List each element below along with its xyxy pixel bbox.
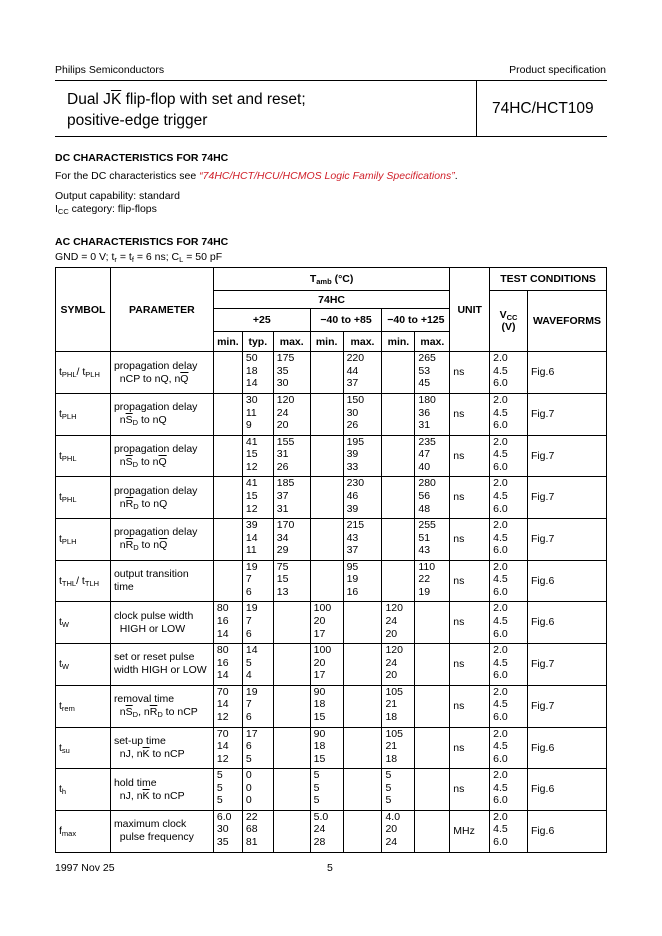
min-header: min. — [382, 332, 415, 352]
value-cell — [213, 519, 242, 561]
symbol-cell: $f_{max}$ — [56, 810, 111, 852]
parameter-header: PARAMETER — [110, 268, 213, 352]
value-cell: 110 22 19 — [415, 560, 450, 602]
value-cell: 6.0 30 35 — [213, 810, 242, 852]
value-cell: 195 39 33 — [343, 435, 382, 477]
value-cell: 120 24 20 — [273, 394, 310, 436]
value-cell: 120 24 20 — [382, 644, 415, 686]
symbol-header: SYMBOL — [56, 268, 111, 352]
value-cell: 95 19 16 — [343, 560, 382, 602]
table-row — [56, 810, 607, 852]
value-cell — [343, 644, 382, 686]
parameter-cell: set or reset pulse width HIGH or LOW — [110, 644, 213, 686]
part-number: 74HC/HCT109 — [492, 100, 594, 117]
parameter-cell: propagation delay $n\overline{S}_D$ to $n\overline{Q}$ — [110, 435, 213, 477]
value-cell: 30 11 9 — [242, 394, 273, 436]
vcc-header: $V_{CC}$ (V) — [490, 291, 528, 352]
value-cell: 41 15 12 — [242, 477, 273, 519]
symbol-cell: $t_W$ — [56, 602, 111, 644]
value-cell — [273, 602, 310, 644]
value-cell: 70 14 12 — [213, 685, 242, 727]
company-name: Philips Semiconductors — [55, 64, 165, 76]
dc-intro: For the DC characteristics see “74HC/HCT/HCU/HCMOS Logic Family Specifications”. — [55, 170, 458, 182]
value-cell: 185 37 31 — [273, 477, 310, 519]
unit-cell: ns — [450, 352, 490, 394]
symbol-cell: $t_W$ — [56, 644, 111, 686]
family-header: 74HC — [213, 291, 449, 309]
value-cell: 5 5 5 — [382, 769, 415, 811]
vcc-cell: 2.0 4.5 6.0 — [490, 644, 528, 686]
waveform-cell: Fig.7 — [527, 519, 606, 561]
value-cell: 4.0 20 24 — [382, 810, 415, 852]
symbol-cell: $t_{su}$ — [56, 727, 111, 769]
table-row — [56, 477, 607, 519]
vcc-cell: 2.0 4.5 6.0 — [490, 560, 528, 602]
value-cell — [273, 810, 310, 852]
value-cell: 90 18 15 — [310, 685, 343, 727]
range-25-header: +25 — [213, 309, 310, 332]
parameter-cell: maximum clock pulse frequency — [110, 810, 213, 852]
symbol-cell: $t_h$ — [56, 769, 111, 811]
unit-cell: ns — [450, 769, 490, 811]
value-cell — [382, 477, 415, 519]
unit-cell: ns — [450, 519, 490, 561]
value-cell — [213, 477, 242, 519]
value-cell — [310, 519, 343, 561]
value-cell: 17 6 5 — [242, 727, 273, 769]
value-cell — [213, 394, 242, 436]
value-cell — [343, 685, 382, 727]
symbol-cell: $t_{THL}/$ $t_{TLH}$ — [56, 560, 111, 602]
header-rule-top — [55, 80, 607, 81]
waveform-cell: Fig.6 — [527, 352, 606, 394]
symbol-cell: $t_{PHL}$ — [56, 435, 111, 477]
value-cell — [310, 394, 343, 436]
table-row — [56, 435, 607, 477]
table-row — [56, 727, 607, 769]
value-cell: 170 34 29 — [273, 519, 310, 561]
parameter-cell: propagation delay nCP to nQ, $n\overline{Q}$ — [110, 352, 213, 394]
value-cell — [343, 769, 382, 811]
document-title: Dual $J\overline{K}$ flip-flop with set and reset; positive-edge trigger — [67, 91, 306, 129]
waveforms-header: WAVEFORMS — [527, 291, 606, 352]
unit-header: UNIT — [450, 268, 490, 352]
value-cell: 120 24 20 — [382, 602, 415, 644]
value-cell: 5.0 24 28 — [310, 810, 343, 852]
max-header: max. — [343, 332, 382, 352]
value-cell — [310, 352, 343, 394]
value-cell: 0 0 0 — [242, 769, 273, 811]
value-cell: 180 36 31 — [415, 394, 450, 436]
value-cell: 105 21 18 — [382, 727, 415, 769]
symbol-cell: $t_{PLH}$ — [56, 394, 111, 436]
value-cell — [382, 560, 415, 602]
table-row — [56, 394, 607, 436]
unit-cell: ns — [450, 477, 490, 519]
value-cell: 19 7 6 — [242, 602, 273, 644]
value-cell: 255 51 43 — [415, 519, 450, 561]
vcc-cell: 2.0 4.5 6.0 — [490, 477, 528, 519]
value-cell: 100 20 17 — [310, 602, 343, 644]
unit-cell: ns — [450, 727, 490, 769]
waveform-cell: Fig.7 — [527, 477, 606, 519]
page-number: 5 — [327, 862, 333, 874]
table-row — [56, 685, 607, 727]
vcc-cell: 2.0 4.5 6.0 — [490, 394, 528, 436]
parameter-cell: clock pulse width HIGH or LOW — [110, 602, 213, 644]
range-85-header: −40 to +85 — [310, 309, 382, 332]
table-row — [56, 602, 607, 644]
value-cell: 50 18 14 — [242, 352, 273, 394]
value-cell: 175 35 30 — [273, 352, 310, 394]
value-cell: 230 46 39 — [343, 477, 382, 519]
value-cell — [415, 602, 450, 644]
value-cell — [273, 685, 310, 727]
value-cell: 265 53 45 — [415, 352, 450, 394]
unit-cell: ns — [450, 644, 490, 686]
vcc-cell: 2.0 4.5 6.0 — [490, 769, 528, 811]
unit-cell: MHz — [450, 810, 490, 852]
value-cell: 80 16 14 — [213, 644, 242, 686]
value-cell: 150 30 26 — [343, 394, 382, 436]
min-header: min. — [213, 332, 242, 352]
test-conditions-header: TEST CONDITIONS — [490, 268, 607, 291]
symbol-cell: $t_{rem}$ — [56, 685, 111, 727]
value-cell — [310, 477, 343, 519]
value-cell: 70 14 12 — [213, 727, 242, 769]
waveform-cell: Fig.7 — [527, 644, 606, 686]
unit-cell: ns — [450, 602, 490, 644]
value-cell — [415, 644, 450, 686]
waveform-cell: Fig.6 — [527, 560, 606, 602]
header-divider — [476, 80, 477, 136]
value-cell — [213, 560, 242, 602]
value-cell: 105 21 18 — [382, 685, 415, 727]
table-row — [56, 519, 607, 561]
value-cell — [415, 769, 450, 811]
unit-cell: ns — [450, 685, 490, 727]
value-cell: 19 7 6 — [242, 685, 273, 727]
parameter-cell: removal time $n\overline{S}_D$, $n\overline{R}_D$ to nCP — [110, 685, 213, 727]
value-cell — [415, 727, 450, 769]
value-cell — [382, 394, 415, 436]
table-row — [56, 644, 607, 686]
range-125-header: −40 to +125 — [382, 309, 450, 332]
value-cell — [382, 352, 415, 394]
value-cell — [310, 560, 343, 602]
symbol-cell: $t_{PHL}$ — [56, 477, 111, 519]
vcc-cell: 2.0 4.5 6.0 — [490, 519, 528, 561]
value-cell — [310, 435, 343, 477]
value-cell: 22 68 81 — [242, 810, 273, 852]
waveform-cell: Fig.6 — [527, 810, 606, 852]
symbol-cell: $t_{PLH}$ — [56, 519, 111, 561]
value-cell: 14 5 4 — [242, 644, 273, 686]
max-header: max. — [273, 332, 310, 352]
value-cell: 39 14 11 — [242, 519, 273, 561]
parameter-cell: hold time nJ, $n\overline{K}$ to nCP — [110, 769, 213, 811]
unit-cell: ns — [450, 435, 490, 477]
parameter-cell: set-up time nJ, $n\overline{K}$ to nCP — [110, 727, 213, 769]
vcc-cell: 2.0 4.5 6.0 — [490, 435, 528, 477]
waveform-cell: Fig.6 — [527, 727, 606, 769]
waveform-cell: Fig.6 — [527, 602, 606, 644]
parameter-cell: propagation delay $n\overline{R}_D$ to $n\overline{Q}$ — [110, 519, 213, 561]
value-cell: 280 56 48 — [415, 477, 450, 519]
value-cell — [343, 602, 382, 644]
value-cell — [273, 727, 310, 769]
value-cell: 235 47 40 — [415, 435, 450, 477]
icc-category: $I_{CC}$ category: flip-flops — [55, 203, 157, 216]
parameter-cell: propagation delay $n\overline{R}_D$ to nQ — [110, 477, 213, 519]
min-header: min. — [310, 332, 343, 352]
value-cell — [382, 435, 415, 477]
value-cell: 5 5 5 — [213, 769, 242, 811]
max-header: max. — [415, 332, 450, 352]
value-cell — [213, 435, 242, 477]
value-cell: 220 44 37 — [343, 352, 382, 394]
value-cell: 75 15 13 — [273, 560, 310, 602]
document-type: Product specification — [509, 64, 606, 76]
value-cell: 90 18 15 — [310, 727, 343, 769]
table-row — [56, 352, 607, 394]
ac-heading: AC CHARACTERISTICS FOR 74HC — [55, 236, 229, 248]
table-row — [56, 560, 607, 602]
spec-reference-link[interactable]: “74HC/HCT/HCU/HCMOS Logic Family Specifications” — [199, 170, 455, 182]
ac-characteristics-table — [55, 267, 607, 853]
value-cell: 41 15 12 — [242, 435, 273, 477]
footer-date: 1997 Nov 25 — [55, 862, 115, 874]
header-rule-bottom — [55, 136, 607, 137]
symbol-cell: $t_{PHL}/$ $t_{PLH}$ — [56, 352, 111, 394]
value-cell — [213, 352, 242, 394]
parameter-cell: output transition time — [110, 560, 213, 602]
vcc-cell: 2.0 4.5 6.0 — [490, 727, 528, 769]
value-cell — [415, 810, 450, 852]
waveform-cell: Fig.7 — [527, 685, 606, 727]
waveform-cell: Fig.6 — [527, 769, 606, 811]
waveform-cell: Fig.7 — [527, 435, 606, 477]
dc-heading: DC CHARACTERISTICS FOR 74HC — [55, 152, 229, 164]
waveform-cell: Fig.7 — [527, 394, 606, 436]
unit-cell: ns — [450, 394, 490, 436]
table-row — [56, 769, 607, 811]
output-capability: Output capability: standard — [55, 190, 180, 202]
value-cell: 80 16 14 — [213, 602, 242, 644]
value-cell — [415, 685, 450, 727]
value-cell: 100 20 17 — [310, 644, 343, 686]
vcc-cell: 2.0 4.5 6.0 — [490, 685, 528, 727]
value-cell — [273, 644, 310, 686]
typ-header: typ. — [242, 332, 273, 352]
value-cell — [382, 519, 415, 561]
value-cell: 19 7 6 — [242, 560, 273, 602]
value-cell: 215 43 37 — [343, 519, 382, 561]
tamb-header: $T_{amb}$ (°C) — [213, 268, 449, 291]
vcc-cell: 2.0 4.5 6.0 — [490, 602, 528, 644]
value-cell — [273, 769, 310, 811]
vcc-cell: 2.0 4.5 6.0 — [490, 352, 528, 394]
ac-conditions: GND = 0 V; $t_r = t_f = 6$ ns; $C_L = 50$ pF — [55, 251, 223, 264]
value-cell: 5 5 5 — [310, 769, 343, 811]
unit-cell: ns — [450, 560, 490, 602]
vcc-cell: 2.0 4.5 6.0 — [490, 810, 528, 852]
value-cell: 155 31 26 — [273, 435, 310, 477]
parameter-cell: propagation delay $n\overline{S}_D$ to nQ — [110, 394, 213, 436]
value-cell — [343, 727, 382, 769]
value-cell — [343, 810, 382, 852]
